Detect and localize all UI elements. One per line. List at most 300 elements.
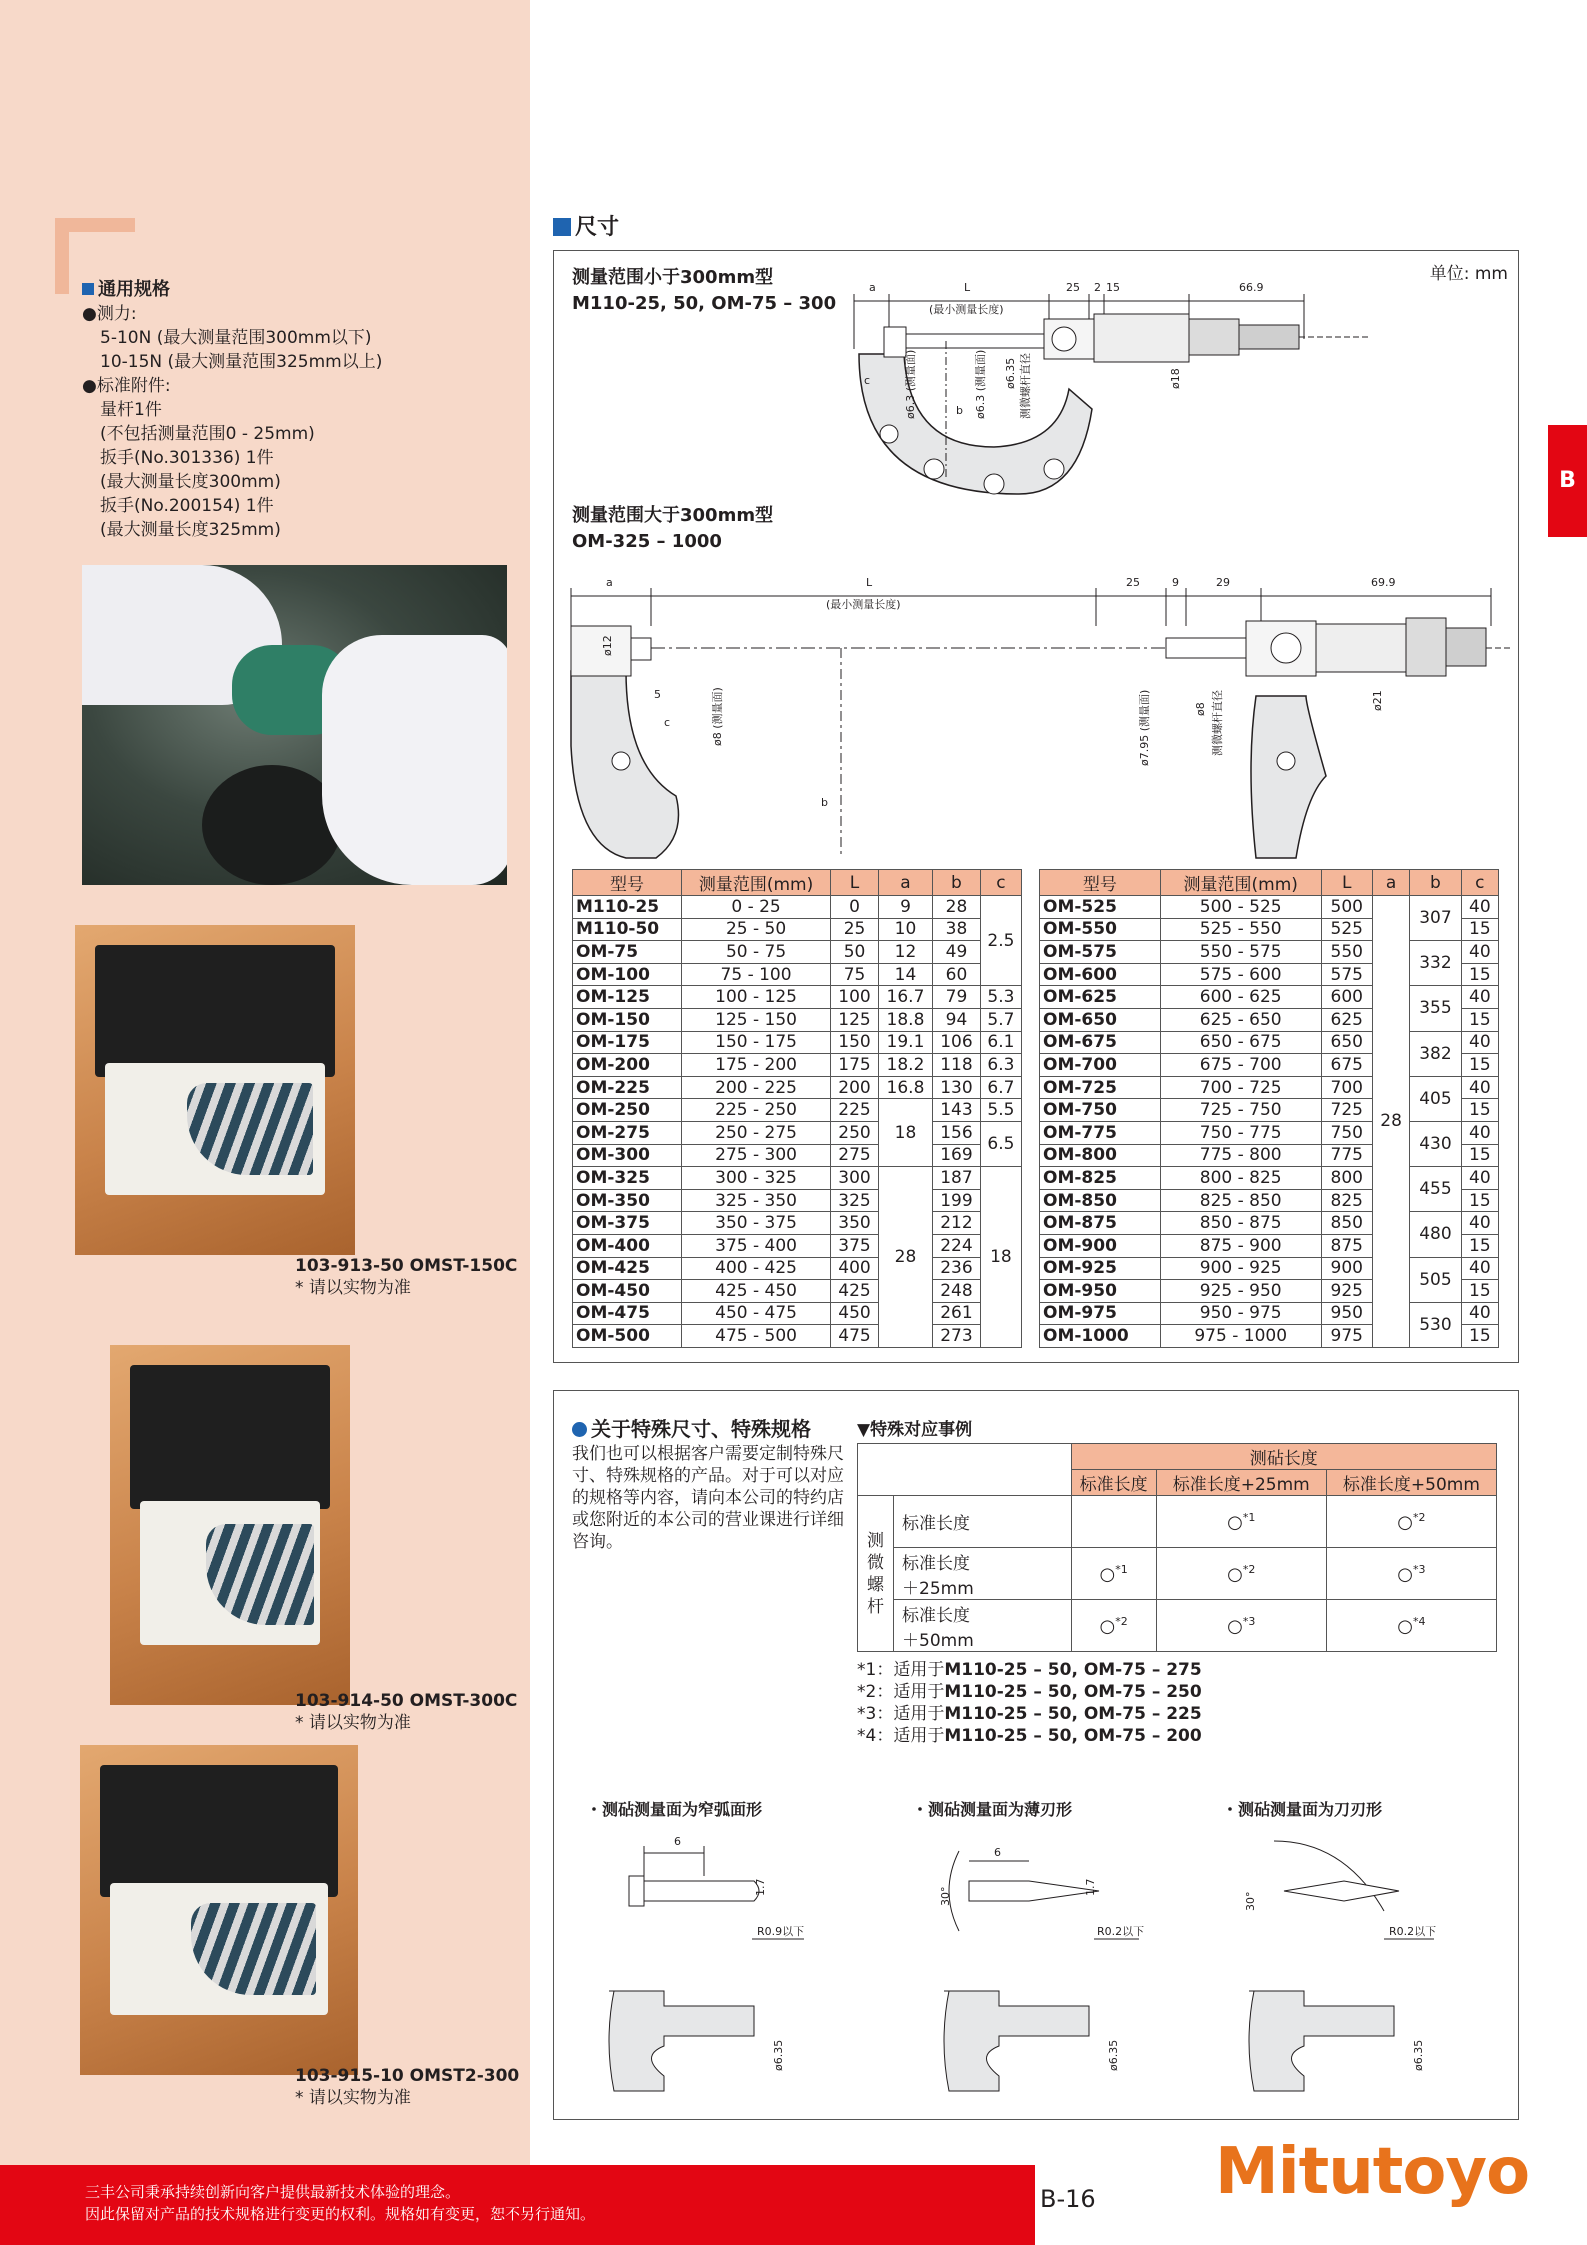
spec-line: 量杆1件 xyxy=(100,400,162,420)
table-cell: 350 - 375 xyxy=(681,1212,830,1235)
spec-line: ●标准附件: xyxy=(82,376,171,396)
table-cell: 405 xyxy=(1410,1076,1461,1121)
tip-drawing-narrow-arc xyxy=(604,1831,844,2101)
svg-text:ø6.35: ø6.35 xyxy=(1107,2039,1120,2071)
table-cell: OM-375 xyxy=(573,1212,682,1235)
table-cell: 16.8 xyxy=(878,1076,932,1099)
dim-min-length: (最小测量长度) xyxy=(826,598,901,611)
table-cell: 725 - 750 xyxy=(1160,1099,1321,1122)
svg-text:ø6.35: ø6.35 xyxy=(772,2039,785,2071)
table-cell: OM-825 xyxy=(1040,1167,1161,1190)
dim-phi8-anvil: ø8 (测量面) xyxy=(711,687,724,746)
table-cell: 10 xyxy=(878,918,932,941)
spindle-label: 测 微 螺 杆 xyxy=(858,1496,894,1652)
table-cell: 875 - 900 xyxy=(1160,1234,1321,1257)
dim-25: 25 xyxy=(1126,576,1140,589)
table-cell: 5.3 xyxy=(980,986,1021,1009)
table-row xyxy=(1040,1076,1499,1099)
col-header: b xyxy=(1410,870,1461,896)
table-cell: 355 xyxy=(1410,986,1461,1031)
table-cell: 18 xyxy=(878,1099,932,1167)
table-cell: 118 xyxy=(933,1054,981,1077)
table-cell: 0 xyxy=(831,896,879,919)
table-cell: 28 xyxy=(933,896,981,919)
table-cell: 15 xyxy=(1461,1144,1498,1167)
table-cell: 100 xyxy=(831,986,879,1009)
table-cell: 2.5 xyxy=(980,896,1021,986)
example-title: ▼特殊对应事例 xyxy=(857,1420,973,1440)
table-cell: 224 xyxy=(933,1234,981,1257)
dim-phi63-anvil: ø6.3 (测量面) xyxy=(904,349,917,419)
table-cell: OM-950 xyxy=(1040,1280,1161,1303)
dim-a: a xyxy=(606,576,613,589)
table-cell: 50 xyxy=(831,941,879,964)
table-cell: OM-300 xyxy=(573,1144,682,1167)
dim-25: 25 xyxy=(1066,281,1080,294)
table-cell: OM-75 xyxy=(573,941,682,964)
square-bullet-icon xyxy=(82,283,94,295)
table-cell: OM-400 xyxy=(573,1234,682,1257)
example-cell: ○$^{*4}$ xyxy=(1326,1600,1496,1652)
table-cell: 200 - 225 xyxy=(681,1076,830,1099)
col-header: a xyxy=(1372,870,1409,896)
table-cell: 325 xyxy=(831,1189,879,1212)
spec-line: ●测力: xyxy=(82,304,137,324)
drawing2-title: 测量范围大于300mm型 OM-325 – 1000 xyxy=(572,505,774,552)
table-cell: 525 - 550 xyxy=(1160,918,1321,941)
table-cell: 750 xyxy=(1321,1121,1372,1144)
table-cell: 15 xyxy=(1461,1234,1498,1257)
table-row xyxy=(1040,986,1499,1009)
table-cell: 575 xyxy=(1321,963,1372,986)
footnote: *2：适用于M110-25 – 50, OM-75 – 250 xyxy=(857,1682,1202,1702)
unit-label: 单位: mm xyxy=(1429,264,1508,284)
mitutoyo-logo: Mitutoyo xyxy=(1215,2135,1530,2209)
drawing-large-frame xyxy=(566,566,1516,866)
table-cell: 505 xyxy=(1410,1257,1461,1302)
table-cell: 15 xyxy=(1461,1099,1498,1122)
table-row xyxy=(573,1121,1022,1144)
dim-69-9: 69.9 xyxy=(1371,576,1396,589)
spec-line: 10-15N (最大测量范围325mm以上) xyxy=(100,352,383,372)
table-cell: OM-1000 xyxy=(1040,1325,1161,1348)
table-cell: OM-100 xyxy=(573,963,682,986)
table-cell: OM-450 xyxy=(573,1280,682,1303)
table-cell: 825 - 850 xyxy=(1160,1189,1321,1212)
tip-drawing-knife-edge xyxy=(1234,1831,1474,2101)
table-cell: 79 xyxy=(933,986,981,1009)
svg-text:R0.2以下: R0.2以下 xyxy=(1097,1925,1145,1938)
table-cell: 775 xyxy=(1321,1144,1372,1167)
table-cell: 425 - 450 xyxy=(681,1280,830,1303)
dim-b: b xyxy=(956,404,963,417)
table-cell: OM-575 xyxy=(1040,941,1161,964)
tip-drawing-thin-blade xyxy=(929,1831,1169,2101)
table-cell: OM-475 xyxy=(573,1302,682,1325)
table-cell: 750 - 775 xyxy=(1160,1121,1321,1144)
table-cell: 130 xyxy=(933,1076,981,1099)
row-header: 标准长度 ＋25mm xyxy=(894,1548,1072,1600)
table-cell: 40 xyxy=(1461,1212,1498,1235)
table-cell: 6.1 xyxy=(980,1031,1021,1054)
dim-5: 5 xyxy=(654,688,661,701)
table-cell: 40 xyxy=(1461,1167,1498,1190)
col-header: 标准长度+50mm xyxy=(1326,1470,1496,1496)
table-row xyxy=(573,1325,1022,1348)
table-cell: 169 xyxy=(933,1144,981,1167)
table-cell: 38 xyxy=(933,918,981,941)
table-cell: 49 xyxy=(933,941,981,964)
col-header: b xyxy=(933,870,981,896)
col-header: 测量范围(mm) xyxy=(681,870,830,896)
dimensions-title: 尺寸 xyxy=(553,210,619,241)
table-cell: 332 xyxy=(1410,941,1461,986)
table-cell: 975 xyxy=(1321,1325,1372,1348)
table-cell: OM-850 xyxy=(1040,1189,1161,1212)
drawing1-title: 测量范围小于300mm型 M110-25, 50, OM-75 – 300 xyxy=(572,267,837,314)
table-cell: 600 - 625 xyxy=(1160,986,1321,1009)
table-cell: 248 xyxy=(933,1280,981,1303)
table-cell: 15 xyxy=(1461,963,1498,986)
spec-line: 5-10N (最大测量范围300mm以下) xyxy=(100,328,372,348)
table-cell: 350 xyxy=(831,1212,879,1235)
table-cell: 40 xyxy=(1461,1121,1498,1144)
row-header: 标准长度 xyxy=(894,1496,1072,1548)
footnote: *1：适用于M110-25 – 50, OM-75 – 275 xyxy=(857,1660,1202,1680)
table-row xyxy=(1040,1031,1499,1054)
square-bullet-icon xyxy=(553,218,571,236)
table-row xyxy=(573,1302,1022,1325)
table-cell: 925 xyxy=(1321,1280,1372,1303)
col-header: L xyxy=(1321,870,1372,896)
table-cell: 106 xyxy=(933,1031,981,1054)
svg-text:30°: 30° xyxy=(939,1886,952,1906)
example-cell: ○$^{*3}$ xyxy=(1326,1548,1496,1600)
table-cell: 425 xyxy=(831,1280,879,1303)
table-cell: OM-500 xyxy=(573,1325,682,1348)
spec-line: 扳手(No.301336) 1件 xyxy=(100,448,274,468)
table-row xyxy=(1040,941,1499,964)
table-row xyxy=(573,1099,1022,1122)
special-specs-box xyxy=(553,1390,1519,2120)
table-cell: 575 - 600 xyxy=(1160,963,1321,986)
table-cell: 375 - 400 xyxy=(681,1234,830,1257)
table-cell: 375 xyxy=(831,1234,879,1257)
table-cell: 875 xyxy=(1321,1234,1372,1257)
table-cell: OM-225 xyxy=(573,1076,682,1099)
table-cell: OM-925 xyxy=(1040,1257,1161,1280)
table-cell: 475 xyxy=(831,1325,879,1348)
dim-a: a xyxy=(869,281,876,294)
table-cell: OM-175 xyxy=(573,1031,682,1054)
table-cell: 40 xyxy=(1461,941,1498,964)
footnotes xyxy=(857,1659,1202,1747)
table-cell: 850 xyxy=(1321,1212,1372,1235)
table-cell: 50 - 75 xyxy=(681,941,830,964)
table-cell: 250 - 275 xyxy=(681,1121,830,1144)
table-row xyxy=(1040,1302,1499,1325)
table-cell: 800 - 825 xyxy=(1160,1167,1321,1190)
table-row xyxy=(573,1257,1022,1280)
dim-c: c xyxy=(864,374,871,387)
table-cell: OM-150 xyxy=(573,1008,682,1031)
dim-L: L xyxy=(866,576,873,589)
table-cell: 5.5 xyxy=(980,1099,1021,1122)
col-header: 型号 xyxy=(1040,870,1161,896)
example-cell: ○$^{*2}$ xyxy=(1326,1496,1496,1548)
table-cell: 94 xyxy=(933,1008,981,1031)
table-cell: OM-675 xyxy=(1040,1031,1161,1054)
table-cell: 60 xyxy=(933,963,981,986)
table-cell: 15 xyxy=(1461,1008,1498,1031)
table-cell: 5.7 xyxy=(980,1008,1021,1031)
table-cell: 700 - 725 xyxy=(1160,1076,1321,1099)
table-cell: 775 - 800 xyxy=(1160,1144,1321,1167)
footnote: *4：适用于M110-25 – 50, OM-75 – 200 xyxy=(857,1726,1202,1746)
table-cell: 725 xyxy=(1321,1099,1372,1122)
table-row xyxy=(573,1167,1022,1190)
footer-bar xyxy=(0,2165,1035,2245)
table-cell: 950 xyxy=(1321,1302,1372,1325)
table-cell: 475 - 500 xyxy=(681,1325,830,1348)
dim-phi635: ø6.35 xyxy=(1004,357,1017,389)
table-cell: 40 xyxy=(1461,986,1498,1009)
photo-case-omst2-300 xyxy=(80,1745,358,2075)
table-cell: 600 xyxy=(1321,986,1372,1009)
table-cell: 275 xyxy=(831,1144,879,1167)
bullet-dot-icon xyxy=(572,1422,587,1437)
table-row xyxy=(1040,1121,1499,1144)
table-cell: 530 xyxy=(1410,1302,1461,1347)
table-cell: 40 xyxy=(1461,1031,1498,1054)
table-cell: OM-700 xyxy=(1040,1054,1161,1077)
dim-phi8: ø8 xyxy=(1194,702,1207,716)
table-row xyxy=(573,1008,1022,1031)
dim-15: 15 xyxy=(1106,281,1120,294)
table-cell: 300 - 325 xyxy=(681,1167,830,1190)
table-cell: 900 xyxy=(1321,1257,1372,1280)
table-cell: OM-550 xyxy=(1040,918,1161,941)
table-cell: 40 xyxy=(1461,1257,1498,1280)
table-cell: 675 xyxy=(1321,1054,1372,1077)
photo-case-omst-150c xyxy=(75,925,355,1255)
table-cell: 19.1 xyxy=(878,1031,932,1054)
table-cell: 382 xyxy=(1410,1031,1461,1076)
table-cell: 18.8 xyxy=(878,1008,932,1031)
tip-caption-thin-blade: ・测砧测量面为薄刃形 xyxy=(912,1800,1073,1819)
table-cell: 500 xyxy=(1321,896,1372,919)
table-cell: 18.2 xyxy=(878,1054,932,1077)
table-cell: 225 - 250 xyxy=(681,1099,830,1122)
table-cell: 800 xyxy=(1321,1167,1372,1190)
table-cell: 480 xyxy=(1410,1212,1461,1257)
svg-text:R0.9以下: R0.9以下 xyxy=(757,1925,805,1938)
dimension-table-1 xyxy=(572,869,1022,1348)
table-cell: 400 - 425 xyxy=(681,1257,830,1280)
table-cell: 236 xyxy=(933,1257,981,1280)
table-cell: 307 xyxy=(1410,896,1461,941)
table-row xyxy=(573,1234,1022,1257)
table-cell: 125 - 150 xyxy=(681,1008,830,1031)
table-cell: OM-975 xyxy=(1040,1302,1161,1325)
table-cell: 625 - 650 xyxy=(1160,1008,1321,1031)
svg-text:1.7: 1.7 xyxy=(754,1878,767,1896)
table-cell: OM-250 xyxy=(573,1099,682,1122)
table-cell: 25 - 50 xyxy=(681,918,830,941)
photo-micrometer-in-use xyxy=(82,565,507,885)
table-cell: OM-775 xyxy=(1040,1121,1161,1144)
table-cell: 275 - 300 xyxy=(681,1144,830,1167)
dim-spindle-dia: 测微螺杆直径 xyxy=(1211,690,1224,756)
table-cell: 250 xyxy=(831,1121,879,1144)
table-cell: 900 - 925 xyxy=(1160,1257,1321,1280)
footer-line: 三丰公司秉承持续创新向客户提供最新技术体验的理念。 xyxy=(85,2183,461,2201)
table-cell: 15 xyxy=(1461,1054,1498,1077)
table-row xyxy=(573,1280,1022,1303)
table-cell: 40 xyxy=(1461,896,1498,919)
table-cell: OM-275 xyxy=(573,1121,682,1144)
table-row xyxy=(573,1212,1022,1235)
dim-phi18: ø18 xyxy=(1169,368,1182,389)
table-cell: 273 xyxy=(933,1325,981,1348)
table-cell: 14 xyxy=(878,963,932,986)
table-row xyxy=(573,941,1022,964)
table-row xyxy=(1040,1212,1499,1235)
dim-b: b xyxy=(821,796,828,809)
table-cell: OM-725 xyxy=(1040,1076,1161,1099)
col-header: 测量范围(mm) xyxy=(1160,870,1321,896)
general-specs-title: 通用规格 xyxy=(82,278,512,302)
table-cell: OM-875 xyxy=(1040,1212,1161,1235)
table-cell: 500 - 525 xyxy=(1160,896,1321,919)
table-cell: M110-50 xyxy=(573,918,682,941)
col-header: 型号 xyxy=(573,870,682,896)
table-row xyxy=(573,986,1022,1009)
table-row xyxy=(573,963,1022,986)
table-cell: 625 xyxy=(1321,1008,1372,1031)
table-cell: 15 xyxy=(1461,918,1498,941)
table-cell: 175 - 200 xyxy=(681,1054,830,1077)
table-cell: 6.5 xyxy=(980,1121,1021,1166)
special-title: 关于特殊尺寸、特殊规格 xyxy=(572,1413,811,1442)
footnote: *3：适用于M110-25 – 50, OM-75 – 225 xyxy=(857,1704,1202,1724)
special-example-table xyxy=(857,1443,1497,1652)
table-cell: 300 xyxy=(831,1167,879,1190)
footer-line: 因此保留对产品的技术规格进行变更的权利。规格如有变更，恕不另行通知。 xyxy=(85,2205,596,2223)
table-cell: 100 - 125 xyxy=(681,986,830,1009)
dim-29: 29 xyxy=(1216,576,1230,589)
table-row xyxy=(573,1076,1022,1099)
table-row xyxy=(1040,1167,1499,1190)
table-cell: 75 xyxy=(831,963,879,986)
general-specs xyxy=(82,278,512,542)
col-header: 标准长度+25mm xyxy=(1156,1470,1326,1496)
table-cell: OM-900 xyxy=(1040,1234,1161,1257)
table-cell: OM-750 xyxy=(1040,1099,1161,1122)
table-cell: OM-525 xyxy=(1040,896,1161,919)
table-cell: 450 xyxy=(831,1302,879,1325)
table-cell: 175 xyxy=(831,1054,879,1077)
table-cell: 15 xyxy=(1461,1189,1498,1212)
table-cell: OM-650 xyxy=(1040,1008,1161,1031)
spec-line: (最大测量长度300mm) xyxy=(100,472,281,492)
svg-text:30°: 30° xyxy=(1244,1891,1257,1911)
table-cell: 675 - 700 xyxy=(1160,1054,1321,1077)
table-cell: OM-200 xyxy=(573,1054,682,1077)
table-cell: 6.7 xyxy=(980,1076,1021,1099)
table-cell: 28 xyxy=(878,1167,932,1348)
tip-caption-narrow-arc: ・测砧测量面为窄弧面形 xyxy=(586,1800,763,1819)
anvil-length-header: 测砧长度 xyxy=(1071,1444,1496,1470)
table-cell: 16.7 xyxy=(878,986,932,1009)
dim-spindle-dia: 测微螺杆直径 xyxy=(1019,353,1032,419)
table-row xyxy=(1040,1257,1499,1280)
table-cell: 550 - 575 xyxy=(1160,941,1321,964)
special-description: 我们也可以根据客户需要定制特殊尺寸、特殊规格的产品。对于可以对应的规格等内容，请向本公司的特约店或您附近的本公司的营业课进行详细咨询。 xyxy=(572,1444,844,1552)
table-row xyxy=(573,1031,1022,1054)
table-cell: 650 xyxy=(1321,1031,1372,1054)
dim-phi12: ø12 xyxy=(601,635,614,656)
example-cell: ○$^{*3}$ xyxy=(1156,1600,1326,1652)
dimension-table-2 xyxy=(1039,869,1499,1348)
example-cell xyxy=(1071,1496,1156,1548)
dimensions-box xyxy=(553,250,1519,1363)
table-cell: 28 xyxy=(1372,896,1409,1348)
col-header: c xyxy=(1461,870,1498,896)
table-cell: 18 xyxy=(980,1167,1021,1348)
table-cell: OM-800 xyxy=(1040,1144,1161,1167)
table-cell: 143 xyxy=(933,1099,981,1122)
dim-phi21: ø21 xyxy=(1371,690,1384,711)
table-cell: 700 xyxy=(1321,1076,1372,1099)
spec-line: (最大测量长度325mm) xyxy=(100,520,281,540)
table-cell: 12 xyxy=(878,941,932,964)
table-cell: 925 - 950 xyxy=(1160,1280,1321,1303)
table-cell: 156 xyxy=(933,1121,981,1144)
tip-caption-knife-edge: ・测砧测量面为刀刃形 xyxy=(1222,1800,1383,1819)
example-cell: ○$^{*2}$ xyxy=(1071,1600,1156,1652)
caption-omst2-300: 103-915-10 OMST2-300 * 请以实物为准 xyxy=(295,2066,520,2108)
example-cell: ○$^{*1}$ xyxy=(1071,1548,1156,1600)
dim-66-9: 66.9 xyxy=(1239,281,1264,294)
dim-L: L xyxy=(964,281,971,294)
table-cell: 150 xyxy=(831,1031,879,1054)
table-cell: 450 - 475 xyxy=(681,1302,830,1325)
table-cell: 15 xyxy=(1461,1280,1498,1303)
table-cell: 6.3 xyxy=(980,1054,1021,1077)
table-cell: 75 - 100 xyxy=(681,963,830,986)
table-cell: 430 xyxy=(1410,1121,1461,1166)
col-header: 标准长度 xyxy=(1071,1470,1156,1496)
table-cell: 261 xyxy=(933,1302,981,1325)
table-cell: 400 xyxy=(831,1257,879,1280)
page-number: B-16 xyxy=(1040,2185,1096,2213)
col-header: c xyxy=(980,870,1021,896)
table-cell: 975 - 1000 xyxy=(1160,1325,1321,1348)
caption-omst-150c: 103-913-50 OMST-150C * 请以实物为准 xyxy=(295,1256,518,1298)
svg-text:1.7: 1.7 xyxy=(1084,1878,1097,1896)
table-cell: 40 xyxy=(1461,1302,1498,1325)
table-cell: 25 xyxy=(831,918,879,941)
example-cell: ○$^{*1}$ xyxy=(1156,1496,1326,1548)
table-cell: 455 xyxy=(1410,1167,1461,1212)
table-cell: 650 - 675 xyxy=(1160,1031,1321,1054)
table-cell: 550 xyxy=(1321,941,1372,964)
caption-omst-300c: 103-914-50 OMST-300C * 请以实物为准 xyxy=(295,1691,518,1733)
table-cell: 225 xyxy=(831,1099,879,1122)
table-cell: 325 - 350 xyxy=(681,1189,830,1212)
table-cell: 40 xyxy=(1461,1076,1498,1099)
